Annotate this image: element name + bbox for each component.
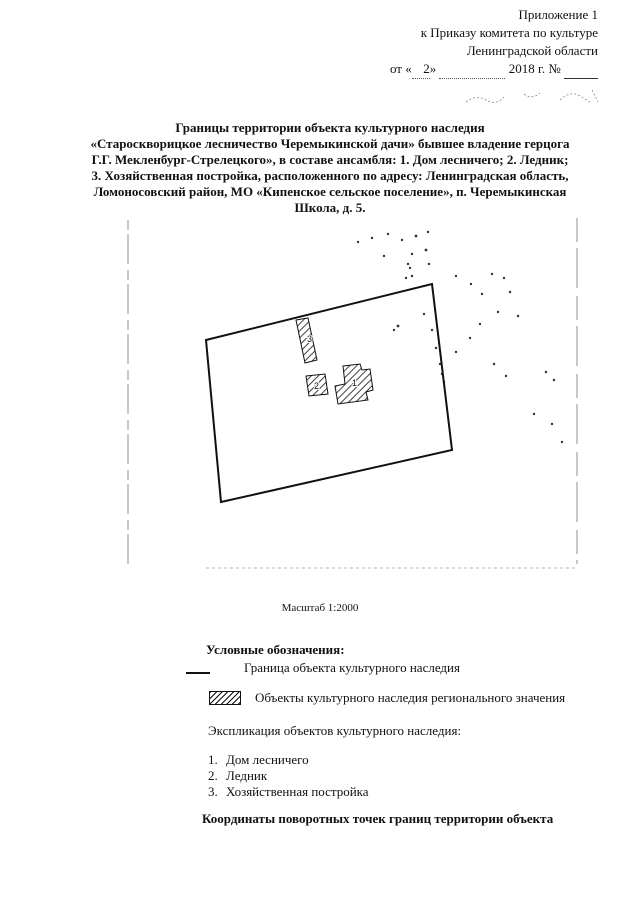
- appendix-date-line: [390, 60, 598, 79]
- date-day: 2: [412, 60, 430, 79]
- title-line-3: Г.Г. Мекленбург-Стрелецкого», в составе ансамбля: 1. Дом лесничего; 2. Ледник;: [91, 152, 569, 167]
- legend-objects-label: Объекты культурного наследия регионального значения: [255, 690, 566, 705]
- building-label-1: 1: [352, 378, 358, 388]
- legend-objects-row: [209, 690, 565, 706]
- site-plan-map: [126, 214, 580, 570]
- title-line-5: Ломоносовский район, МО «Кипенское сельское поселение», п. Черемыкинская: [93, 184, 567, 199]
- coordinates-title: Координаты поворотных точек границ территории объекта: [202, 811, 554, 826]
- building-label-2: 2: [314, 381, 320, 391]
- date-year: 2018 г. №: [508, 61, 561, 76]
- legend-border-row: [186, 660, 460, 676]
- item-label: Хозяйственная постройка: [226, 784, 369, 799]
- item-label: Дом лесничего: [226, 752, 309, 767]
- building-label-3: 3: [307, 334, 313, 344]
- title-line-2: «Староскворицкое лесничество Черемыкинской дачи» бывшее владение герцога: [90, 136, 570, 151]
- list-item: [208, 784, 369, 800]
- map-scale: Масштаб 1:2000: [281, 602, 359, 614]
- handwritten-mark: [464, 86, 604, 106]
- item-number: 2.: [208, 768, 218, 783]
- boundary-line-icon: [186, 672, 210, 674]
- list-item: [208, 768, 369, 784]
- date-month-blank: [439, 60, 505, 79]
- appendix-line-1: Приложение 1: [518, 7, 598, 22]
- site-plan-svg: [126, 214, 580, 570]
- list-item: [208, 752, 369, 768]
- appendix-line-2: к Приказу комитета по культуре: [420, 25, 598, 40]
- appendix-header: [390, 6, 598, 79]
- document-title: [70, 120, 590, 216]
- survey-dots: [357, 231, 563, 443]
- date-prefix: от «: [389, 61, 412, 76]
- item-number: 3.: [208, 784, 218, 799]
- date-mid: »: [429, 61, 437, 76]
- legend-title: Условные обозначения:: [206, 642, 345, 657]
- explication-title: Экспликация объектов культурного наследия:: [208, 723, 462, 738]
- explication-list: [208, 752, 369, 800]
- order-number-blank: [564, 60, 598, 79]
- heritage-boundary: [206, 284, 452, 502]
- hatch-swatch-icon: [209, 691, 241, 705]
- item-number: 1.: [208, 752, 218, 767]
- title-line-4: 3. Хозяйственная постройка, расположенного по адресу: Ленинградская область,: [91, 168, 569, 183]
- legend-border-label: Граница объекта культурного наследия: [244, 660, 460, 675]
- item-label: Ледник: [226, 768, 268, 783]
- appendix-line-3: Ленинградской области: [466, 43, 598, 58]
- title-line-1: Границы территории объекта культурного наследия: [175, 120, 485, 135]
- title-line-6: Школа, д. 5.: [294, 200, 366, 215]
